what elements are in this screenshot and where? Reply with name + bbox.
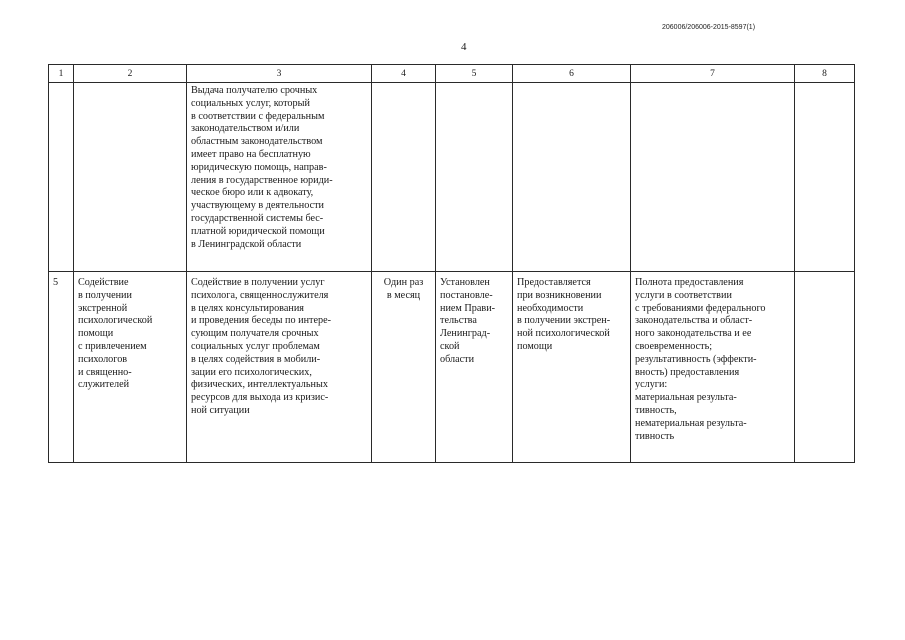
row-number-cell xyxy=(49,83,74,272)
header-cell: 2 xyxy=(74,65,187,83)
notes-cell xyxy=(795,83,855,272)
service-description-cell: Выдача получателю срочных социальных услуг, который в соответствии с федеральным законодательством и/или областным законодательством имеет право на бесплатную юридическую помощь, направ- ления в государственное юриди- ческое бюро или к адвокату, участвующему в деятельности государственной системы бес- платной юридической помощи в Ленинградской области xyxy=(187,83,372,272)
tariff-cell: Установлен постановле- нием Прави- тельства Ленинград- ской области xyxy=(436,272,513,463)
services-table xyxy=(48,64,855,463)
tariff-cell xyxy=(436,83,513,272)
header-cell: 4 xyxy=(372,65,436,83)
quality-indicators-cell xyxy=(631,83,795,272)
table-row xyxy=(49,83,855,272)
conditions-cell xyxy=(513,83,631,272)
service-name-cell: Содействие в получении экстренной психологической помощи с привлечением психологов и священно- служителей xyxy=(74,272,187,463)
service-name-cell xyxy=(74,83,187,272)
quality-indicators-cell: Полнота предоставления услуги в соответствии с требованиями федерального законодательства и област- ного законодательства и ее своевременность; результативность (эффекти- вность) предоставления услуги: материальная результа- тивность, нематериальная результа- тивность xyxy=(631,272,795,463)
page-number: 4 xyxy=(461,41,467,53)
conditions-cell: Предоставляется при возникновении необходимости в получении экстрен- ной психологической помощи xyxy=(513,272,631,463)
header-cell: 3 xyxy=(187,65,372,83)
header-cell: 6 xyxy=(513,65,631,83)
document-id: 206006/206006-2015-8597(1) xyxy=(662,24,756,31)
frequency-cell xyxy=(372,83,436,272)
frequency-cell: Один раз в месяц xyxy=(372,272,436,463)
table-header-row xyxy=(49,65,855,83)
table-row xyxy=(49,272,855,463)
service-description-cell: Содействие в получении услуг психолога, священнослужителя в целях консультирования и проведения беседы по интере- сующим получателя срочных социальных услуг проблемам в целях содействия в мобили- зации его психологических, физических, интеллектуальных ресурсов для выхода из кризис- ной ситуации xyxy=(187,272,372,463)
notes-cell xyxy=(795,272,855,463)
header-cell: 8 xyxy=(795,65,855,83)
header-cell: 7 xyxy=(631,65,795,83)
header-cell: 5 xyxy=(436,65,513,83)
row-number-cell: 5 xyxy=(49,272,74,463)
header-cell: 1 xyxy=(49,65,74,83)
